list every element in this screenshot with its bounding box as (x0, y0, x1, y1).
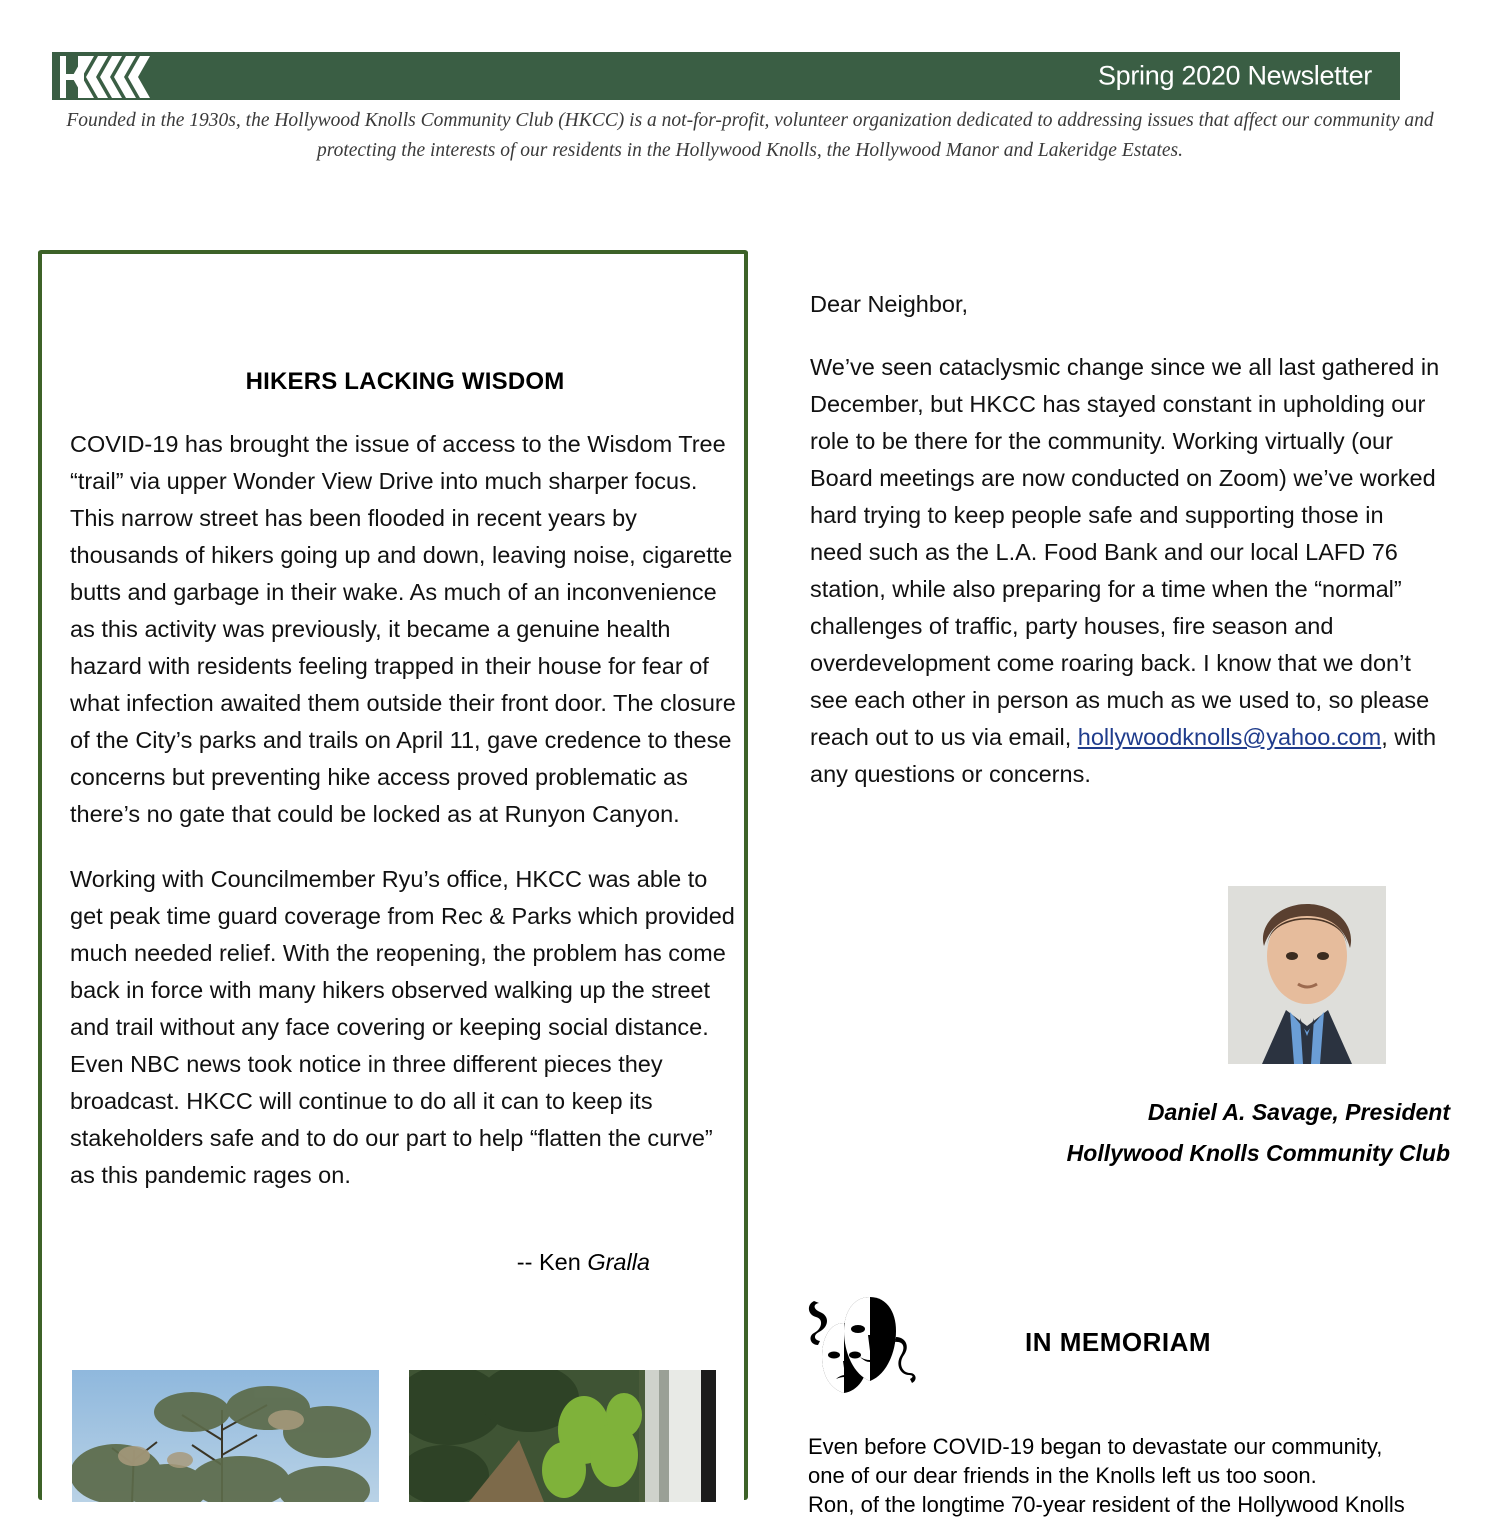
article-photo-row (72, 1370, 732, 1502)
hillside-trail-foliage-photo (409, 1370, 716, 1502)
article-title: HIKERS LACKING WISDOM (245, 368, 565, 395)
hkcc-email-link[interactable]: hollywoodknolls@yahoo.com (1077, 724, 1382, 750)
in-memoriam-body (808, 1432, 1458, 1519)
in-memoriam-line-3: Ron, of the longtime 70-year resident of the Hollywood Knolls (808, 1492, 1405, 1517)
article-byline (70, 1249, 650, 1276)
theatre-masks-icon (800, 1285, 930, 1395)
in-memoriam-line-1: Even before COVID-19 began to devastate our community, (808, 1434, 1383, 1459)
president-signature-block (810, 1092, 1450, 1174)
article-paragraph-1: COVID-19 has brought the issue of access to the Wisdom Tree “trail” via upper Wonder View Drive into much sharper focus. This narrow street has been flooded in recent years by thousands of hikers going up and down, leaving noise, cigarette butts and garbage in their wake. As much of an inconvenience as this activity was previously, it became a genuine health hazard with residents feeling trapped in their house for fear of what infection awaited them outside their front door. The closure of the City’s parks and trails on April 11, gave credence to these concerns but preventing hike access proved problematic as there’s no gate that could be locked as at Runyon Canyon. (70, 431, 736, 827)
in-memoriam-header (800, 1285, 1450, 1395)
letter-body-after-link: , with any questions or concerns. (810, 724, 1437, 787)
left-article-content (70, 368, 740, 1276)
masthead-bar (52, 52, 1400, 100)
presidents-letter (810, 286, 1440, 819)
in-memoriam-title: IN MEMORIAM (1025, 1327, 1212, 1357)
byline-prefix: -- Ken (516, 1249, 588, 1275)
eucalyptus-trees-blue-sky-photo (72, 1370, 379, 1502)
letter-salutation: Dear Neighbor, (810, 291, 969, 317)
letter-body (810, 349, 1440, 793)
newsletter-issue-title: Spring 2020 Newsletter (1097, 60, 1372, 91)
article-paragraph-2: Working with Councilmember Ryu’s office, HKCC was able to get peak time guard coverage from Rec & Parks which provided much needed relief. With the reopening, the problem has come back in force with many hikers observed walking up the street and trail without any face covering or keeping social distance. Even NBC news took notice in three different pieces they broadcast. HKCC will continue to do all it can to keep its stakeholders safe and to do our part to help “flatten the curve” as this pandemic rages on. (70, 866, 735, 1188)
signature-name: Daniel A. Savage, President (1147, 1099, 1450, 1125)
byline-author-name: Gralla (587, 1249, 650, 1275)
hkcc-chevron-logo (52, 46, 172, 108)
organization-tagline: Founded in the 1930s, the Hollywood Knolls Community Club (HKCC) is a not-for-profit, volunteer organization dedicated to addressing issues that affect our community and protecting the interests of our residents in the Hollywood Knolls, the Hollywood Manor and Lakeridge Estates. (66, 110, 1434, 161)
letter-body-before-link: We’ve seen cataclysmic change since we all last gathered in December, but HKCC has stayed constant in upholding our role to be there for the community. Working virtually (our Board meetings are now conducted on Zoom) we’ve worked hard trying to keep people safe and supporting those in need such as the L.A. Food Bank and our local LAFD 76 station, while also preparing for a time when the “normal” challenges of traffic, party houses, fire season and overdevelopment come roaring back. I know that we don’t see each other in person as much as we used to, so please reach out to us via email, (810, 354, 1440, 750)
in-memoriam-line-2: one of our dear friends in the Knolls left us too soon. (808, 1463, 1317, 1488)
signature-organization: Hollywood Knolls Community Club (1066, 1140, 1450, 1166)
president-headshot-photo (1228, 886, 1386, 1064)
